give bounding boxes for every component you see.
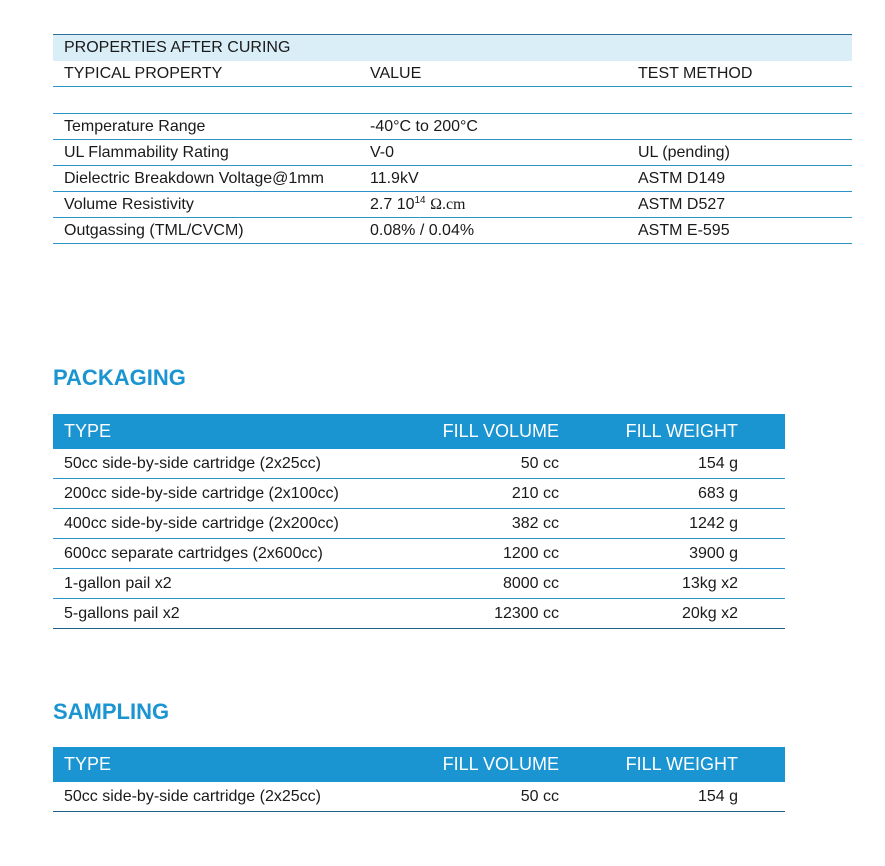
header-fill-volume: FILL VOLUME	[384, 747, 606, 782]
property-value: 11.9kV	[359, 166, 627, 192]
type-cell: 400cc side-by-side cartridge (2x200cc)	[53, 509, 384, 539]
table-row	[53, 539, 785, 569]
property-value: V-0	[359, 140, 627, 166]
type-cell: 200cc side-by-side cartridge (2x100cc)	[53, 479, 384, 509]
property-method	[627, 114, 852, 140]
fill-weight-cell: 3900 g	[606, 539, 785, 569]
fill-volume-cell: 210 cc	[384, 479, 606, 509]
table-row	[53, 599, 785, 629]
header-type: TYPE	[53, 414, 384, 449]
header-test-method: TEST METHOD	[627, 61, 852, 87]
fill-volume-cell: 1200 cc	[384, 539, 606, 569]
type-cell: 50cc side-by-side cartridge (2x25cc)	[53, 782, 384, 812]
properties-table	[53, 34, 852, 244]
property-name: Outgassing (TML/CVCM)	[53, 218, 359, 244]
property-method: ASTM D527	[627, 192, 852, 218]
type-cell: 50cc side-by-side cartridge (2x25cc)	[53, 449, 384, 479]
fill-weight-cell: 154 g	[606, 782, 785, 812]
fill-volume-cell: 50 cc	[384, 782, 606, 812]
table-row	[53, 140, 852, 166]
fill-weight-cell: 13kg x2	[606, 569, 785, 599]
table-row	[53, 479, 785, 509]
table-row	[53, 218, 852, 244]
table-row	[53, 509, 785, 539]
table-row	[53, 166, 852, 192]
property-value	[359, 192, 627, 218]
fill-weight-cell: 20kg x2	[606, 599, 785, 629]
header-value: VALUE	[359, 61, 627, 87]
fill-weight-cell: 1242 g	[606, 509, 785, 539]
table-row	[53, 569, 785, 599]
properties-title: PROPERTIES AFTER CURING	[53, 35, 852, 62]
fill-volume-cell: 382 cc	[384, 509, 606, 539]
packaging-heading: PACKAGING	[53, 365, 186, 390]
value-unit: Ω.cm	[430, 196, 466, 213]
table-row	[53, 192, 852, 218]
sampling-table	[53, 747, 785, 812]
fill-volume-cell: 12300 cc	[384, 599, 606, 629]
property-name: Dielectric Breakdown Voltage@1mm	[53, 166, 359, 192]
type-cell: 1-gallon pail x2	[53, 569, 384, 599]
property-method: ASTM E-595	[627, 218, 852, 244]
value-exponent: 14	[414, 195, 426, 206]
property-name: Temperature Range	[53, 114, 359, 140]
property-method: UL (pending)	[627, 140, 852, 166]
property-name: Volume Resistivity	[53, 192, 359, 218]
property-value: 0.08% / 0.04%	[359, 218, 627, 244]
fill-volume-cell: 8000 cc	[384, 569, 606, 599]
type-cell: 5-gallons pail x2	[53, 599, 384, 629]
property-method: ASTM D149	[627, 166, 852, 192]
header-fill-weight: FILL WEIGHT	[606, 414, 785, 449]
header-fill-volume: FILL VOLUME	[384, 414, 606, 449]
table-row	[53, 449, 785, 479]
property-name: UL Flammability Rating	[53, 140, 359, 166]
header-type: TYPE	[53, 747, 384, 782]
header-fill-weight: FILL WEIGHT	[606, 747, 785, 782]
header-typical-property: TYPICAL PROPERTY	[53, 61, 359, 87]
sampling-heading: SAMPLING	[53, 699, 170, 724]
type-cell: 600cc separate cartridges (2x600cc)	[53, 539, 384, 569]
table-row	[53, 782, 785, 812]
value-base: 2.7 10	[370, 196, 415, 213]
fill-volume-cell: 50 cc	[384, 449, 606, 479]
table-row	[53, 114, 852, 140]
fill-weight-cell: 683 g	[606, 479, 785, 509]
property-value: -40°C to 200°C	[359, 114, 627, 140]
packaging-table	[53, 414, 785, 629]
fill-weight-cell: 154 g	[606, 449, 785, 479]
